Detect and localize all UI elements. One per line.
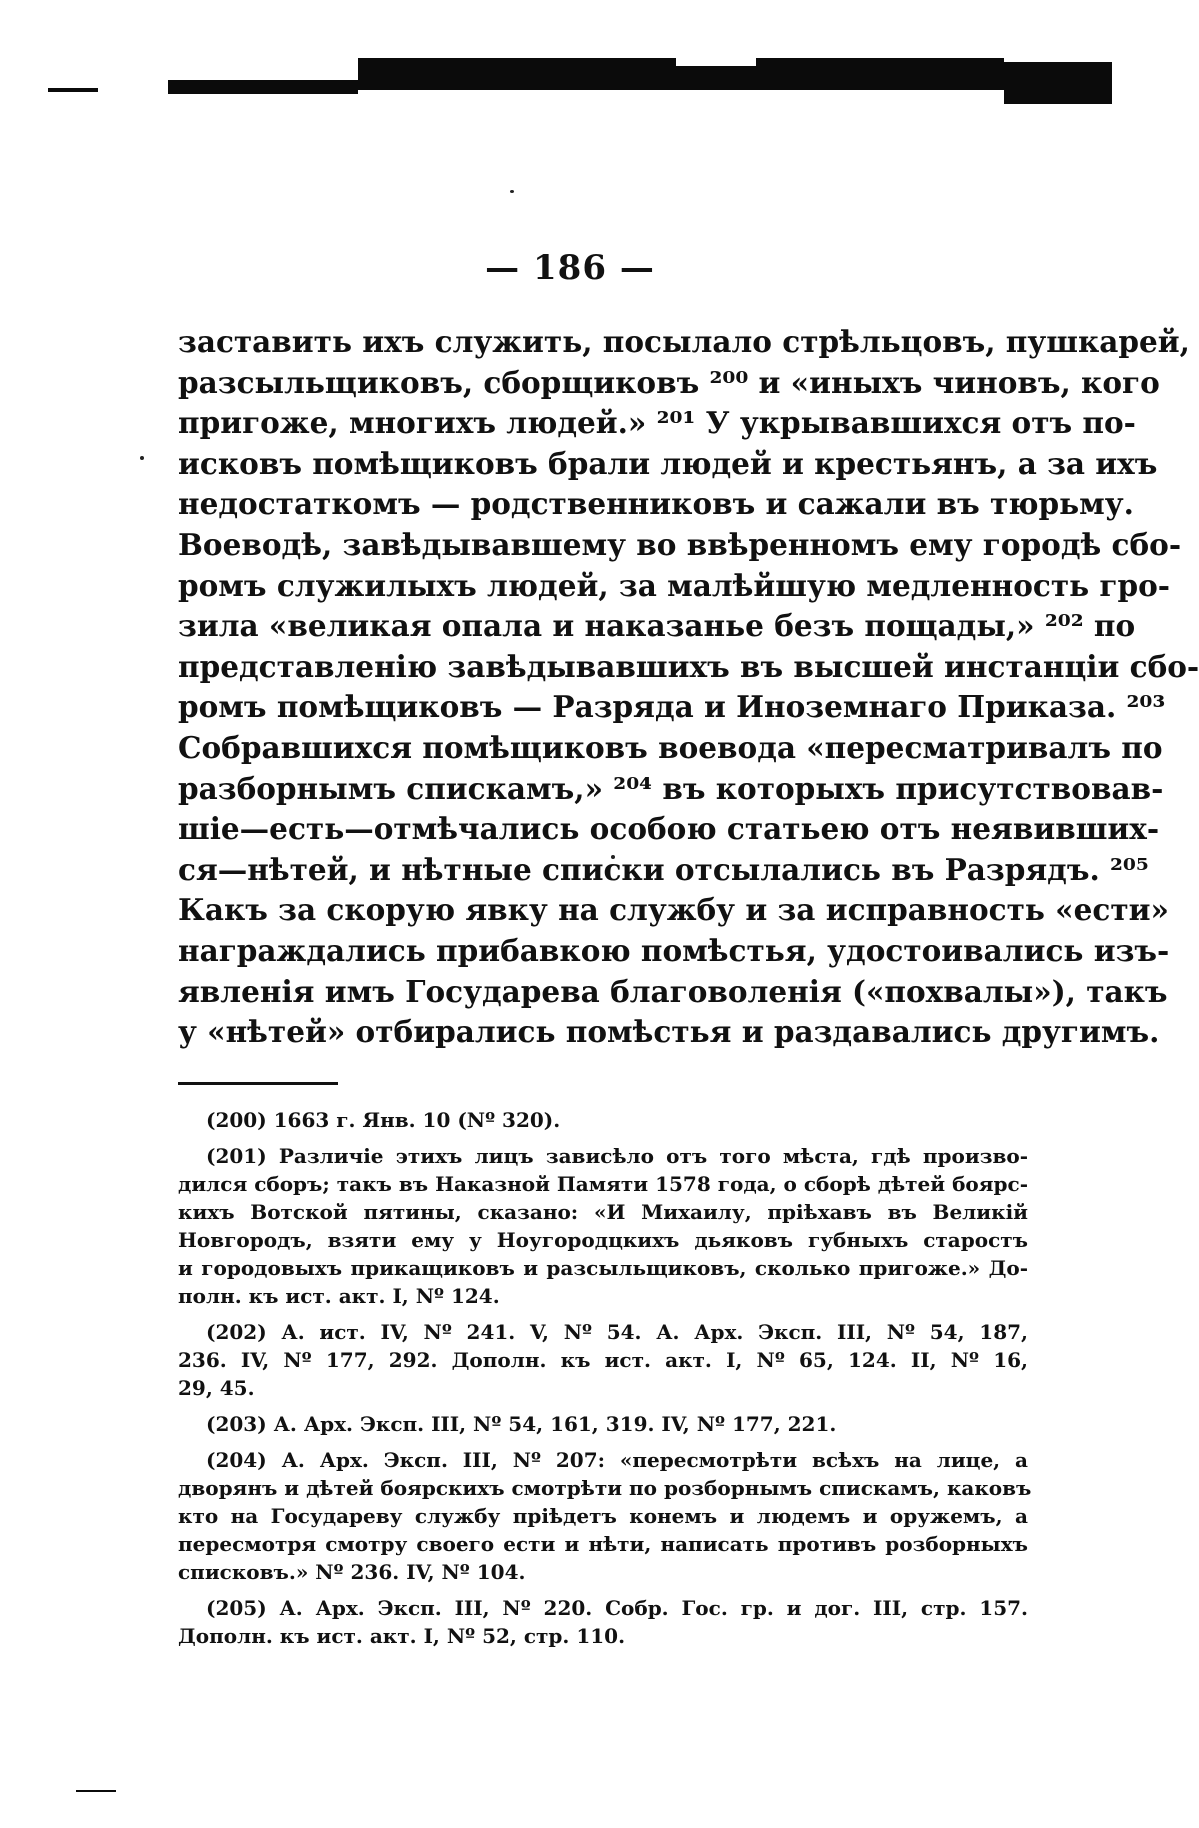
footnote-201-line: полн. къ ист. акт. I, Nº 124. <box>178 1284 500 1308</box>
text-line: награждались прибавкою помѣстья, удостоивались изъ- <box>178 932 1170 968</box>
footnote-202-line: 29, 45. <box>178 1376 255 1400</box>
footnote-201-line: и городовыхъ прикащиковъ и разсыльщиковъ, сколько пригоже.» До- <box>178 1256 1028 1280</box>
text-line: исковъ помѣщиковъ брали людей и крестьянъ, а за ихъ <box>178 445 1158 481</box>
footnotes <box>178 1106 1032 1650</box>
text-line: ромъ помѣщиковъ — Разряда и Иноземнаго Приказа. ²⁰³ <box>178 689 1166 725</box>
scan-edge-mark-bottom <box>76 1790 116 1792</box>
footnote-204-line: кто на Государеву службу пріѣдетъ конемъ и людемъ и оружемъ, а <box>178 1504 1028 1528</box>
text-line: представленію завѣдывавшихъ въ высшей инстанціи сбо- <box>178 648 1199 684</box>
footnote-204-line: пересмотря смотру своего ести и нѣти, написать противъ розборныхъ <box>178 1532 1028 1556</box>
scan-edge-mark-left <box>48 88 98 92</box>
footnote-201-line: кихъ Вотской пятины, сказано: «И Михаилу, пріѣхавъ въ Великій <box>178 1200 1028 1224</box>
text-line: Воеводѣ, завѣдывавшему во ввѣренномъ ему городѣ сбо- <box>178 526 1182 562</box>
text-line: явленія имъ Государева благоволенія («похвалы»), такъ <box>178 973 1168 1009</box>
scan-speck <box>510 190 514 193</box>
footnote-201-line: Новгородъ, взяти ему у Ноугородцкихъ дьяковъ губныхъ старостъ <box>178 1228 1028 1252</box>
scan-edge-bar-4 <box>756 58 1004 90</box>
scan-edge-bar-3 <box>676 66 756 90</box>
text-line: разборнымъ спискамъ,» ²⁰⁴ въ которыхъ присутствовав- <box>178 770 1164 806</box>
scan-edge-bar-1 <box>168 80 358 94</box>
footnote-201: (201) Различіе этихъ лицъ зависѣло отъ того мѣста, гдѣ произво- <box>206 1144 1028 1168</box>
scan-edge-bar-5 <box>1004 62 1112 104</box>
text-line: недостаткомъ — родственниковъ и сажали въ тюрьму. <box>178 486 1134 522</box>
text-line: ся—нѣтей, и нѣтные списки отсылались въ Разрядъ. ²⁰⁵ <box>178 851 1149 887</box>
footnote-separator <box>178 1082 338 1085</box>
text-line: ромъ служилыхъ людей, за малѣйшую медленность гро- <box>178 567 1171 603</box>
footnote-204: (204) А. Арх. Эксп. III, Nº 207: «пересмотрѣти всѣхъ на лице, а <box>206 1448 1028 1472</box>
text-line: зила «великая опала и наказанье безъ пощады,» ²⁰² по <box>178 608 1136 644</box>
footnote-201-line: дился сборъ; такъ въ Наказной Памяти 1578 года, о сборѣ дѣтей боярс- <box>178 1172 1028 1196</box>
text-line: разсыльщиковъ, сборщиковъ ²⁰⁰ и «иныхъ чиновъ, кого <box>178 364 1160 400</box>
text-line: у «нѣтей» отбирались помѣстья и раздавались другимъ. <box>178 1014 1160 1050</box>
text-line: шіе—есть—отмѣчались особою статьею отъ неявивших- <box>178 811 1160 847</box>
footnote-202-line: 236. IV, Nº 177, 292. Дополн. къ ист. акт. I, Nº 65, 124. II, Nº 16, <box>178 1348 1028 1372</box>
scan-edge-bar-2 <box>358 58 676 90</box>
text-line: заставить ихъ служить, посылало стрѣльцовъ, пушкарей, <box>178 324 1190 359</box>
text-line: Какъ за скорую явку на службу и за исправность «ести» <box>178 892 1169 928</box>
text-line: пригоже, многихъ людей.» ²⁰¹ У укрывавшихся отъ по- <box>178 405 1136 441</box>
footnote-205-line: Дополн. къ ист. акт. I, Nº 52, стр. 110. <box>178 1624 626 1648</box>
text-line: Собравшихся помѣщиковъ воевода «пересматривалъ по <box>178 729 1163 765</box>
page-number: — 186 — <box>485 248 655 288</box>
footnote-204-line: списковъ.» Nº 236. IV, Nº 104. <box>178 1560 526 1584</box>
footnote-200: (200) 1663 г. Янв. 10 (Nº 320). <box>206 1108 561 1132</box>
footnote-203: (203) А. Арх. Эксп. III, Nº 54, 161, 319. IV, Nº 177, 221. <box>206 1412 837 1436</box>
footnote-202: (202) А. ист. IV, Nº 241. V, Nº 54. А. Арх. Эксп. III, Nº 54, 187, <box>206 1320 1028 1344</box>
scan-speck <box>140 456 144 460</box>
footnote-204-line: дворянъ и дѣтей боярскихъ смотрѣти по розборнымъ спискамъ, каковъ <box>178 1476 1032 1500</box>
main-text <box>178 322 1199 1053</box>
footnote-205: (205) А. Арх. Эксп. III, Nº 220. Собр. Гос. гр. и дог. III, стр. 157. <box>206 1596 1028 1620</box>
